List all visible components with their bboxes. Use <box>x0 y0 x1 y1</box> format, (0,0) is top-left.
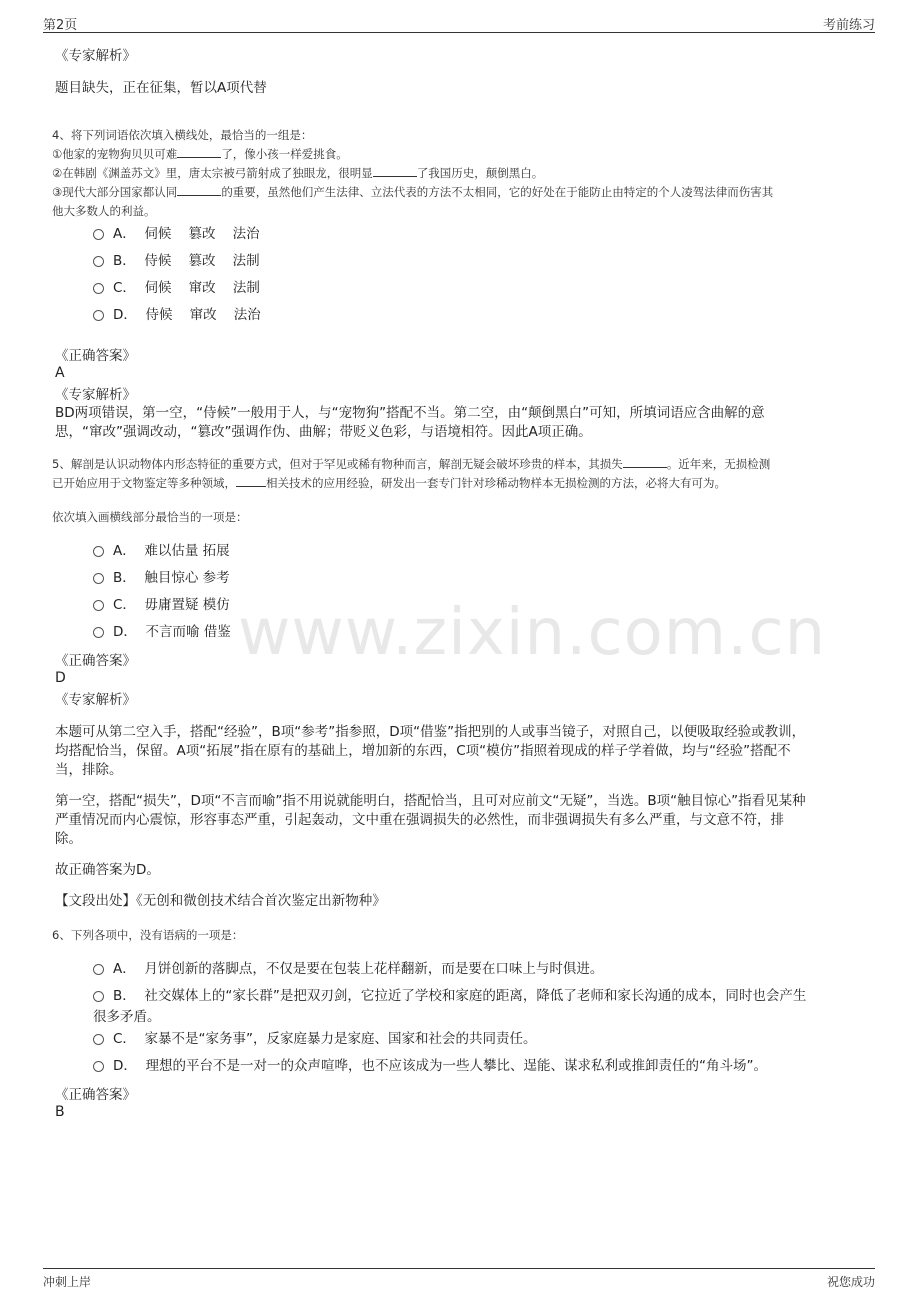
q5-option-d[interactable]: D． 不言而喻 借鉴 <box>93 622 231 642</box>
radio-icon[interactable] <box>93 964 104 975</box>
q5-option-c[interactable]: C． 毋庸置疑 模仿 <box>93 595 230 615</box>
q4-sentence-2: ②在韩剧《渊盖苏文》里，唐太宗被弓箭射成了独眼龙，很明显 了我国历史，颠倒黑白。 <box>52 166 544 180</box>
page-number: 第2页 <box>43 18 78 33</box>
radio-icon[interactable] <box>93 1061 104 1072</box>
radio-icon[interactable] <box>93 283 104 294</box>
blank <box>236 486 266 487</box>
q5-analysis-p2-line-1: 第一空，搭配“损失”，D项“不言而喻”指不用说就能明白，搭配恰当，且可对应前文“无疑”，当选。B项“触目惊心”指看见某种 <box>55 793 806 809</box>
header-title: 考前练习 <box>822 18 875 33</box>
radio-icon[interactable] <box>93 256 104 267</box>
q5-analysis-p1-line-3: 当，排除。 <box>55 762 123 778</box>
q5-answer-label: 《正确答案》 <box>55 653 136 669</box>
q4-option-a[interactable]: A． 伺候 篡改 法治 <box>93 224 260 244</box>
q5-analysis-p2-line-3: 除。 <box>55 831 82 847</box>
q5-option-b[interactable]: B． 触目惊心 参考 <box>93 568 230 588</box>
q4-answer: A <box>55 365 65 381</box>
blank <box>177 195 221 196</box>
q4-sentence-3-cont: 他大多数人的利益。 <box>52 204 156 218</box>
q5-option-a[interactable]: A． 难以估量 拓展 <box>93 541 230 561</box>
blank <box>623 467 667 468</box>
q4-answer-label: 《正确答案》 <box>55 348 136 364</box>
q5-source: 【文段出处】《无创和微创技术结合首次鉴定出新物种》 <box>55 893 386 909</box>
q5-analysis-p1-line-2: 均搭配恰当，保留。A项“拓展”指在原有的基础上，增加新的东西，C项“模仿”指照着现成的样子学着做，均与“经验”搭配不 <box>55 743 791 759</box>
blank <box>373 176 417 177</box>
footer-left-text: 冲刺上岸 <box>43 1275 92 1289</box>
radio-icon[interactable] <box>93 991 104 1002</box>
radio-icon[interactable] <box>93 600 104 611</box>
q5-prompt: 依次填入画横线部分最恰当的一项是： <box>52 510 248 524</box>
radio-icon[interactable] <box>93 546 104 557</box>
q6-option-b-cont: 很多矛盾。 <box>93 1009 161 1025</box>
q6-option-c[interactable]: C． 家暴不是“家务事”，反家庭暴力是家庭、国家和社会的共同责任。 <box>93 1029 537 1049</box>
radio-icon[interactable] <box>93 229 104 240</box>
radio-icon[interactable] <box>93 310 104 321</box>
q4-option-c[interactable]: C． 伺候 窜改 法制 <box>93 278 260 298</box>
q3-analysis-label: 《专家解析》 <box>55 48 136 64</box>
radio-icon[interactable] <box>93 627 104 638</box>
q4-option-d[interactable]: D． 侍候 窜改 法治 <box>93 305 261 325</box>
q6-title: 6、下列各项中，没有语病的一项是： <box>52 928 244 942</box>
q4-option-b[interactable]: B． 侍候 篡改 法制 <box>93 251 260 271</box>
q5-title-line-1: 5、解剖是认识动物体内形态特征的重要方式，但对于罕见或稀有物种而言，解剖无疑会破坏珍贵的样本，其损失 。近年来，无损检测 <box>52 457 771 471</box>
q4-analysis-line-1: BD两项错误，第一空，“侍候”一般用于人，与“宠物狗”搭配不当。第二空，由“颠倒黑白”可知，所填词语应含曲解的意 <box>55 405 765 421</box>
q6-option-d[interactable]: D． 理想的平台不是一对一的众声喧哗，也不应该成为一些人攀比、逞能、谋求私利或推卸责任的“角斗场”。 <box>93 1056 767 1076</box>
q5-analysis-p2-line-2: 严重情况而内心震惊，形容事态严重，引起轰动，文中重在强调损失的必然性，而非强调损失有多么严重，与文意不符，排 <box>55 812 784 828</box>
q5-analysis-p1-line-1: 本题可从第二空入手，搭配“经验”，B项“参考”指参照，D项“借鉴”指把别的人或事当镜子，对照自己，以便吸取经验或教训， <box>55 724 806 740</box>
blank <box>177 157 221 158</box>
q4-analysis-label: 《专家解析》 <box>55 387 136 403</box>
q6-answer: B <box>55 1104 65 1120</box>
q5-answer: D <box>55 670 66 686</box>
radio-icon[interactable] <box>93 1034 104 1045</box>
q6-answer-label: 《正确答案》 <box>55 1087 136 1103</box>
q4-sentence-1: ①他家的宠物狗贝贝可难 了，像小孩一样爱挑食。 <box>52 147 348 161</box>
page-header <box>43 12 875 33</box>
footer-right-text: 祝您成功 <box>826 1275 875 1289</box>
q5-title-line-2: 已开始应用于文物鉴定等多种领域， 相关技术的应用经验，研发出一套专门针对珍稀动物样本无损检测的方法，必将大有可为。 <box>52 476 726 490</box>
watermark: www.zixin.com.cn <box>238 596 827 670</box>
q6-option-a[interactable]: A． 月饼创新的落脚点，不仅是要在包装上花样翻新，而是要在口味上与时俱进。 <box>93 959 603 979</box>
q5-analysis-label: 《专家解析》 <box>55 692 136 708</box>
radio-icon[interactable] <box>93 573 104 584</box>
page-footer <box>43 1268 875 1295</box>
q4-analysis-line-2: 思，“窜改”强调改动，“篡改”强调作伪、曲解；带贬义色彩，与语境相符。因此A项正确。 <box>55 424 592 440</box>
q4-sentence-3: ③现代大部分国家都认同 的重要，虽然他们产生法律、立法代表的方法不太相同，它的好处在于能防止由特定的个人凌驾法律而伤害其 <box>52 185 774 199</box>
q6-option-b[interactable]: B． 社交媒体上的“家长群”是把双刃剑，它拉近了学校和家庭的距离，降低了老师和家长沟通的成本，同时也会产生 <box>93 986 806 1006</box>
q5-conclusion: 故正确答案为D。 <box>55 862 160 878</box>
q3-analysis-text: 题目缺失，正在征集，暂以A项代替 <box>55 80 267 96</box>
q4-title: 4、将下列词语依次填入横线处，最恰当的一组是： <box>52 128 313 142</box>
